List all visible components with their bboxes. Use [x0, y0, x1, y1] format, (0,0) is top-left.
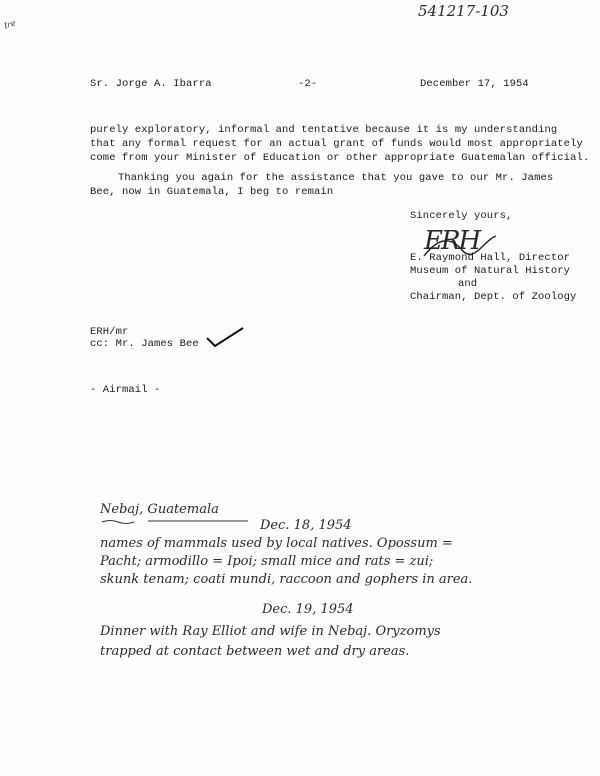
note-line: names of mammals used by local natives. Opossum =: [100, 536, 453, 551]
closing: Sincerely yours,: [410, 210, 513, 222]
signature-line: Chairman, Dept. of Zoology: [410, 291, 577, 303]
note-date: Dec. 19, 1954: [262, 602, 354, 617]
note-line: skunk tenam; coati mundi, raccoon and gophers in area.: [100, 572, 473, 587]
typist-initials: ERH/mr: [90, 326, 129, 338]
cc-line: cc: Mr. James Bee: [90, 338, 199, 350]
page-number: -2-: [298, 78, 318, 90]
body-line: Thanking you again for the assistance that you gave to our Mr. James: [118, 172, 554, 184]
note-place: Nebaj, Guatemala: [100, 502, 219, 517]
signature-line: Museum of Natural History: [410, 265, 571, 277]
signature-line: E. Raymond Hall, Director: [410, 252, 571, 264]
note-line: trapped at contact between wet and dry areas.: [100, 644, 410, 659]
note-line: Dinner with Ray Elliot and wife in Nebaj. Oryzomys: [100, 624, 441, 639]
recipient-name: Sr. Jorge A. Ibarra: [90, 78, 212, 90]
note-date: Dec. 18, 1954: [260, 518, 352, 533]
note-line: Pacht; armodillo = Ipoi; small mice and rats = zui;: [100, 554, 434, 569]
checkmark-icon: [205, 326, 245, 348]
archive-number: 541217-103: [418, 2, 509, 20]
margin-mark: Ire: [2, 18, 17, 31]
body-line: come from your Minister of Education or other appropriate Guatemalan official.: [90, 152, 590, 164]
signature-initials: ERH: [424, 226, 480, 256]
letter-date: December 17, 1954: [420, 78, 529, 90]
signature-line: and: [458, 278, 478, 290]
body-line: purely exploratory, informal and tentative because it is my understanding: [90, 124, 558, 136]
body-line: that any formal request for an actual grant of funds would most appropriately: [90, 138, 583, 150]
note-place-underline: [100, 518, 250, 526]
airmail-label: - Airmail -: [90, 384, 161, 396]
body-line: Bee, now in Guatemala, I beg to remain: [90, 186, 334, 198]
